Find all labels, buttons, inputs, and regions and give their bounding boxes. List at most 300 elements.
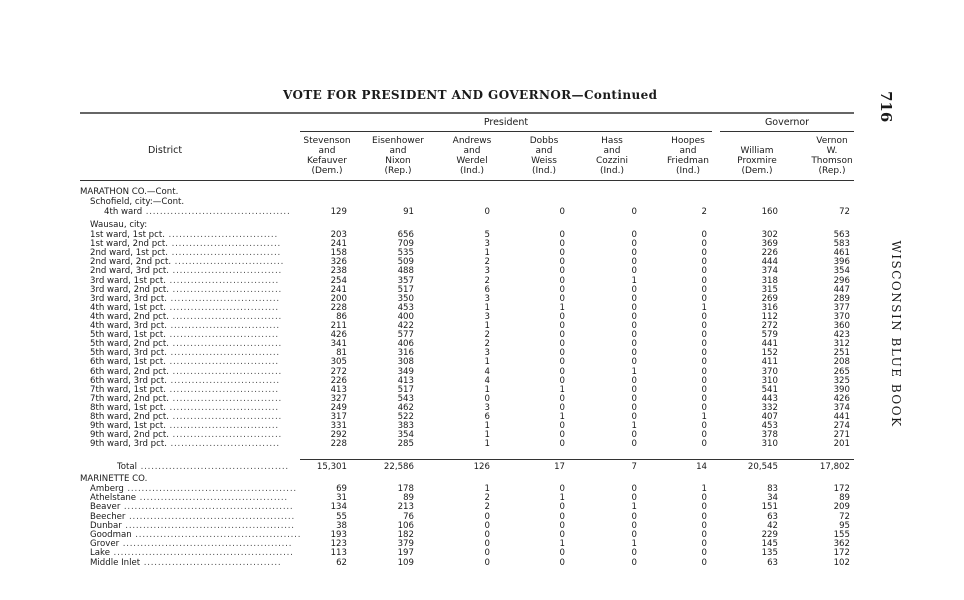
vote-cell: 453	[397, 302, 414, 313]
dot-leader: ...............................	[165, 421, 279, 432]
vote-cell: 0	[559, 520, 565, 531]
vote-cell: 400	[397, 311, 414, 322]
vote-cell: 378	[761, 430, 778, 441]
vote-cell: 1	[484, 430, 490, 441]
vote-cell: 0	[559, 275, 565, 286]
county-heading	[0, 187, 964, 197]
vote-cell: 201	[833, 439, 850, 450]
vote-cell: 0	[559, 502, 565, 513]
vote-cell: 228	[330, 302, 347, 313]
district-label: Amberg	[90, 484, 124, 494]
vote-cell: 0	[701, 339, 707, 350]
vote-cell: 360	[833, 321, 850, 331]
vote-cell: 370	[761, 366, 778, 377]
vote-cell: 0	[631, 266, 637, 277]
vote-cell: 441	[833, 412, 850, 422]
vote-cell: 0	[631, 257, 637, 268]
vote-cell: 112	[761, 311, 778, 322]
vote-cell: 69	[336, 484, 347, 494]
dot-leader: ...............................................	[131, 530, 302, 540]
vote-cell: 0	[631, 248, 637, 259]
column-header-line: Stevenson	[303, 136, 351, 146]
vote-cell: 0	[631, 239, 637, 250]
vote-cell: 453	[761, 421, 778, 432]
dot-leader: ...............................	[165, 402, 279, 413]
vote-cell: 374	[761, 266, 778, 277]
vote-cell: 254	[330, 275, 347, 286]
table-row	[0, 558, 964, 568]
district-label: 5th ward, 1st pct.	[90, 330, 166, 341]
vote-cell: 377	[833, 302, 850, 313]
vote-cell: 0	[559, 266, 565, 277]
district-name	[90, 439, 280, 449]
vote-cell: 211	[330, 321, 347, 331]
vote-cell: 160	[761, 207, 778, 217]
vote-cell: 83	[767, 484, 778, 494]
vote-cell: 0	[631, 284, 637, 295]
vote-cell: 0	[631, 357, 637, 368]
vote-cell: 441	[761, 339, 778, 350]
column-header-line: (Dem.)	[311, 166, 343, 176]
vote-cell: 1	[631, 275, 637, 286]
vote-cell: 0	[631, 530, 637, 540]
vote-cell: 316	[761, 302, 778, 313]
vote-cell: 0	[701, 257, 707, 268]
vote-cell: 1	[484, 321, 490, 331]
vote-cell: 0	[484, 539, 490, 550]
vote-cell: 383	[397, 421, 414, 432]
vote-cell: 0	[631, 557, 637, 568]
vote-cell: 1	[701, 484, 707, 494]
vote-cell: 0	[701, 357, 707, 368]
vote-cell: 34	[767, 493, 778, 504]
vote-cell: 0	[701, 502, 707, 513]
vote-cell: 63	[767, 557, 778, 568]
vote-cell: 158	[330, 248, 347, 259]
vote-cell: 0	[484, 393, 490, 404]
vote-cell: 0	[701, 439, 707, 450]
vote-cell: 1	[484, 484, 490, 494]
vote-cell: 326	[330, 257, 347, 268]
vote-cell: 379	[397, 539, 414, 550]
vote-cell: 226	[761, 248, 778, 259]
column-header-line: (Rep.)	[818, 166, 846, 176]
vote-cell: 1	[484, 302, 490, 313]
vote-cell: 302	[761, 230, 778, 240]
district-label: 9th ward, 2nd pct.	[90, 430, 169, 441]
vote-cell: 413	[397, 375, 414, 386]
vote-cell: 86	[336, 311, 347, 322]
dot-leader: ...............................	[165, 275, 279, 286]
vote-cell: 0	[631, 484, 637, 494]
vote-cell: 0	[559, 321, 565, 331]
district-label: Goodman	[90, 530, 132, 540]
vote-cell: 0	[701, 520, 707, 531]
vote-cell: 197	[397, 548, 414, 559]
vote-cell: 3	[484, 266, 490, 277]
vote-cell: 0	[484, 511, 490, 522]
vote-cell: 422	[397, 321, 414, 331]
vote-cell: 354	[397, 430, 414, 441]
county-heading-label: MARATHON CO.—Cont.	[80, 187, 179, 197]
vote-cell: 1	[631, 366, 637, 377]
vote-cell: 249	[330, 402, 347, 413]
dot-leader: ................................................	[123, 484, 297, 494]
district-label: 3rd ward, 1st pct.	[90, 275, 166, 286]
district-label: 2nd ward, 3rd pct.	[90, 266, 170, 277]
dot-leader: ...............................	[168, 239, 282, 250]
column-header-line: and	[603, 146, 621, 156]
district-label: 7th ward, 2nd pct.	[90, 393, 169, 404]
vote-cell: 269	[761, 293, 778, 304]
vote-cell: 0	[559, 257, 565, 268]
column-header-line: Kefauver	[307, 156, 347, 166]
dot-leader: ...............................	[169, 430, 283, 441]
column-header-line: (Dem.)	[741, 166, 773, 176]
vote-cell: 1	[631, 502, 637, 513]
column-header-line: (Ind.)	[460, 166, 484, 176]
vote-cell: 123	[330, 539, 347, 550]
dot-leader: ...............................	[169, 366, 283, 377]
vote-cell: 443	[761, 393, 778, 404]
vote-cell: 325	[833, 375, 850, 386]
governor-group-rule	[720, 131, 854, 132]
vote-cell: 4	[484, 375, 490, 386]
dot-leader: .........................................	[142, 207, 291, 217]
vote-cell: 265	[833, 366, 850, 377]
city-heading-label: Schofield, city:—Cont.	[90, 197, 185, 207]
vote-cell: 1	[559, 384, 565, 395]
vote-cell: 461	[833, 248, 850, 259]
column-header-line: Andrews	[452, 136, 492, 146]
vote-cell: 423	[833, 330, 850, 341]
vote-cell: 145	[761, 539, 778, 550]
vote-cell: 200	[330, 293, 347, 304]
dot-leader: ...............................	[168, 248, 282, 259]
vote-cell: 135	[761, 548, 778, 559]
district-label: 4th ward	[104, 207, 143, 217]
district-label: 4th ward, 1st pct.	[90, 302, 166, 313]
column-header-line: Hass	[601, 136, 623, 146]
vote-cell: 2	[701, 207, 707, 217]
vote-cell: 0	[559, 311, 565, 322]
district-name	[117, 462, 289, 472]
vote-cell: 327	[330, 393, 347, 404]
district-label: 5th ward, 2nd pct.	[90, 339, 169, 350]
column-header-line: Werdel	[456, 156, 488, 166]
vote-cell: 17,802	[819, 462, 850, 472]
vote-cell: 541	[761, 384, 778, 395]
vote-cell: 0	[631, 430, 637, 441]
vote-cell: 4	[484, 366, 490, 377]
dot-leader: ...............................	[164, 230, 278, 240]
vote-cell: 0	[631, 321, 637, 331]
vote-cell: 0	[559, 439, 565, 450]
dot-leader: .......................................	[140, 557, 282, 568]
vote-cell: 426	[330, 330, 347, 341]
vote-cell: 2	[484, 493, 490, 504]
vote-cell: 155	[833, 530, 850, 540]
vote-cell: 0	[559, 366, 565, 377]
county-heading-label: MARINETTE CO.	[80, 474, 148, 484]
vote-cell: 1	[484, 384, 490, 395]
running-head-book-name: WISCONSIN BLUE BOOK	[889, 240, 903, 428]
column-header-line: Thomson	[811, 156, 853, 166]
district-label: 5th ward, 3rd pct.	[90, 348, 167, 359]
vote-cell: 317	[330, 412, 347, 422]
vote-cell: 0	[701, 493, 707, 504]
vote-cell: 1	[631, 539, 637, 550]
vote-cell: 20,545	[747, 462, 778, 472]
vote-cell: 0	[559, 484, 565, 494]
vote-cell: 2	[484, 330, 490, 341]
vote-cell: 354	[833, 266, 850, 277]
vote-cell: 396	[833, 257, 850, 268]
group-header-president: President	[483, 117, 529, 128]
dot-leader: ................................................	[121, 520, 295, 531]
vote-cell: 241	[330, 239, 347, 250]
vote-cell: 316	[397, 348, 414, 359]
vote-cell: 0	[631, 311, 637, 322]
column-header-line: Hoopes	[671, 136, 705, 146]
vote-cell: 89	[403, 493, 414, 504]
vote-cell: 72	[839, 511, 850, 522]
vote-cell: 3	[484, 311, 490, 322]
vote-cell: 411	[761, 357, 778, 368]
district-label: 3rd ward, 3rd pct.	[90, 293, 167, 304]
vote-cell: 0	[701, 239, 707, 250]
dot-leader: ...............................	[165, 302, 279, 313]
column-header-line: W.	[826, 146, 838, 156]
vote-cell: 305	[330, 357, 347, 368]
vote-cell: 285	[397, 439, 414, 450]
vote-cell: 14	[696, 462, 707, 472]
vote-cell: 407	[761, 412, 778, 422]
vote-cell: 152	[761, 348, 778, 359]
table-row	[0, 207, 964, 217]
dot-leader: ...............................	[166, 321, 280, 331]
district-label: Middle Inlet	[90, 557, 141, 568]
vote-cell: 91	[403, 207, 414, 217]
dot-leader: ...............................	[166, 375, 280, 386]
district-label: 4th ward, 3rd pct.	[90, 321, 167, 331]
column-header-line: Dobbs	[529, 136, 559, 146]
vote-cell: 208	[833, 357, 850, 368]
district-label: Beaver	[90, 502, 121, 513]
vote-cell: 22,586	[383, 462, 414, 472]
vote-cell: 310	[761, 439, 778, 450]
district-label: 8th ward, 2nd pct.	[90, 412, 169, 422]
vote-cell: 5	[484, 230, 490, 240]
vote-cell: 462	[397, 402, 414, 413]
district-name	[104, 207, 291, 217]
vote-cell: 38	[336, 520, 347, 531]
vote-cell: 0	[701, 402, 707, 413]
vote-cell: 62	[336, 557, 347, 568]
vote-cell: 0	[631, 493, 637, 504]
column-header-line: and	[679, 146, 697, 156]
vote-cell: 2	[484, 275, 490, 286]
vote-cell: 3	[484, 402, 490, 413]
vote-cell: 0	[701, 530, 707, 540]
vote-cell: 31	[336, 493, 347, 504]
vote-cell: 7	[631, 462, 637, 472]
dot-leader: ...............................	[169, 284, 283, 295]
page-number: 716	[877, 91, 895, 123]
vote-cell: 0	[559, 357, 565, 368]
vote-cell: 0	[559, 548, 565, 559]
vote-cell: 0	[484, 557, 490, 568]
column-header-line: Cozzini	[596, 156, 628, 166]
vote-cell: 0	[631, 402, 637, 413]
city-heading	[0, 197, 964, 207]
district-label: Dunbar	[90, 520, 122, 531]
vote-cell: 1	[701, 412, 707, 422]
column-header-line: Weiss	[531, 156, 557, 166]
vote-cell: 374	[833, 402, 850, 413]
district-label: 3rd ward, 2nd pct.	[90, 284, 170, 295]
vote-cell: 357	[397, 275, 414, 286]
vote-cell: 102	[833, 557, 850, 568]
vote-cell: 241	[330, 284, 347, 295]
district-label: 1st ward, 1st pct.	[90, 230, 165, 240]
district-label: 2nd ward, 2nd pct.	[90, 257, 172, 268]
vote-cell: 0	[631, 393, 637, 404]
district-name	[90, 558, 281, 568]
dot-leader: ...............................	[169, 339, 283, 350]
district-label: Grover	[90, 539, 120, 550]
page-title: VOTE FOR PRESIDENT AND GOVERNOR—Continued	[283, 88, 658, 102]
vote-cell: 0	[701, 548, 707, 559]
vote-cell: 341	[330, 339, 347, 350]
vote-cell: 413	[330, 384, 347, 395]
column-header-line: William	[740, 146, 774, 156]
vote-cell: 0	[631, 230, 637, 240]
vote-cell: 113	[330, 548, 347, 559]
vote-cell: 0	[559, 530, 565, 540]
vote-cell: 369	[761, 239, 778, 250]
vote-cell: 2	[484, 339, 490, 350]
vote-cell: 0	[701, 384, 707, 395]
vote-cell: 129	[330, 207, 347, 217]
vote-cell: 312	[833, 339, 850, 350]
vote-cell: 0	[559, 511, 565, 522]
vote-cell: 109	[397, 557, 414, 568]
vote-cell: 709	[397, 239, 414, 250]
district-label: 8th ward, 1st pct.	[90, 402, 166, 413]
dot-leader: ...............................	[169, 266, 283, 277]
vote-cell: 193	[330, 530, 347, 540]
district-label: 9th ward, 3rd pct.	[90, 439, 167, 450]
dot-leader: ..........................................	[136, 493, 288, 504]
vote-cell: 81	[336, 348, 347, 359]
vote-cell: 579	[761, 330, 778, 341]
column-header-line: and	[318, 146, 336, 156]
vote-cell: 0	[631, 412, 637, 422]
vote-cell: 517	[397, 384, 414, 395]
vote-cell: 349	[397, 366, 414, 377]
header-bottom-rule	[80, 180, 854, 181]
table-row	[0, 462, 964, 472]
column-header-district: District	[147, 145, 183, 156]
vote-cell: 0	[559, 239, 565, 250]
vote-cell: 134	[330, 502, 347, 513]
vote-cell: 42	[767, 520, 778, 531]
vote-cell: 0	[631, 511, 637, 522]
dot-leader: ................................................	[119, 539, 293, 550]
table-top-rule	[80, 112, 854, 114]
vote-cell: 2	[484, 502, 490, 513]
vote-cell: 89	[839, 493, 850, 504]
vote-cell: 289	[833, 293, 850, 304]
district-label: 4th ward, 2nd pct.	[90, 311, 169, 322]
dot-leader: ...............................	[165, 330, 279, 341]
vote-cell: 0	[701, 393, 707, 404]
vote-cell: 0	[701, 366, 707, 377]
vote-cell: 0	[701, 511, 707, 522]
vote-cell: 0	[701, 266, 707, 277]
column-header-line: and	[535, 146, 553, 156]
district-label: Beecher	[90, 511, 126, 522]
column-header-line: (Ind.)	[532, 166, 556, 176]
vote-cell: 543	[397, 393, 414, 404]
vote-cell: 226	[330, 375, 347, 386]
dot-leader: ...............................	[165, 384, 279, 395]
vote-cell: 0	[559, 557, 565, 568]
vote-cell: 0	[631, 330, 637, 341]
district-label: 6th ward, 3rd pct.	[90, 375, 167, 386]
vote-cell: 0	[701, 330, 707, 341]
vote-cell: 315	[761, 284, 778, 295]
vote-cell: 228	[330, 439, 347, 450]
vote-cell: 1	[484, 421, 490, 432]
vote-cell: 3	[484, 348, 490, 359]
vote-cell: 350	[397, 293, 414, 304]
column-header-line: (Rep.)	[384, 166, 412, 176]
vote-cell: 151	[761, 502, 778, 513]
vote-cell: 0	[631, 293, 637, 304]
vote-cell: 0	[559, 348, 565, 359]
vote-cell: 447	[833, 284, 850, 295]
vote-cell: 331	[330, 421, 347, 432]
vote-cell: 182	[397, 530, 414, 540]
vote-cell: 0	[701, 348, 707, 359]
vote-cell: 72	[839, 207, 850, 217]
vote-cell: 0	[701, 430, 707, 441]
vote-cell: 76	[403, 511, 414, 522]
vote-cell: 0	[631, 348, 637, 359]
vote-cell: 0	[631, 207, 637, 217]
vote-cell: 517	[397, 284, 414, 295]
vote-cell: 2	[484, 257, 490, 268]
vote-cell: 238	[330, 266, 347, 277]
district-label: 7th ward, 1st pct.	[90, 384, 166, 395]
vote-cell: 370	[833, 311, 850, 322]
vote-cell: 3	[484, 239, 490, 250]
vote-cell: 296	[833, 275, 850, 286]
dot-leader: ...............................	[166, 348, 280, 359]
vote-cell: 535	[397, 248, 414, 259]
vote-cell: 1	[631, 421, 637, 432]
vote-cell: 563	[833, 230, 850, 240]
vote-cell: 0	[701, 375, 707, 386]
vote-cell: 0	[559, 293, 565, 304]
dot-leader: ..........................................	[137, 462, 289, 472]
vote-cell: 172	[833, 548, 850, 559]
column-header-line: and	[389, 146, 407, 156]
vote-cell: 95	[839, 520, 850, 531]
vote-cell: 0	[631, 339, 637, 350]
